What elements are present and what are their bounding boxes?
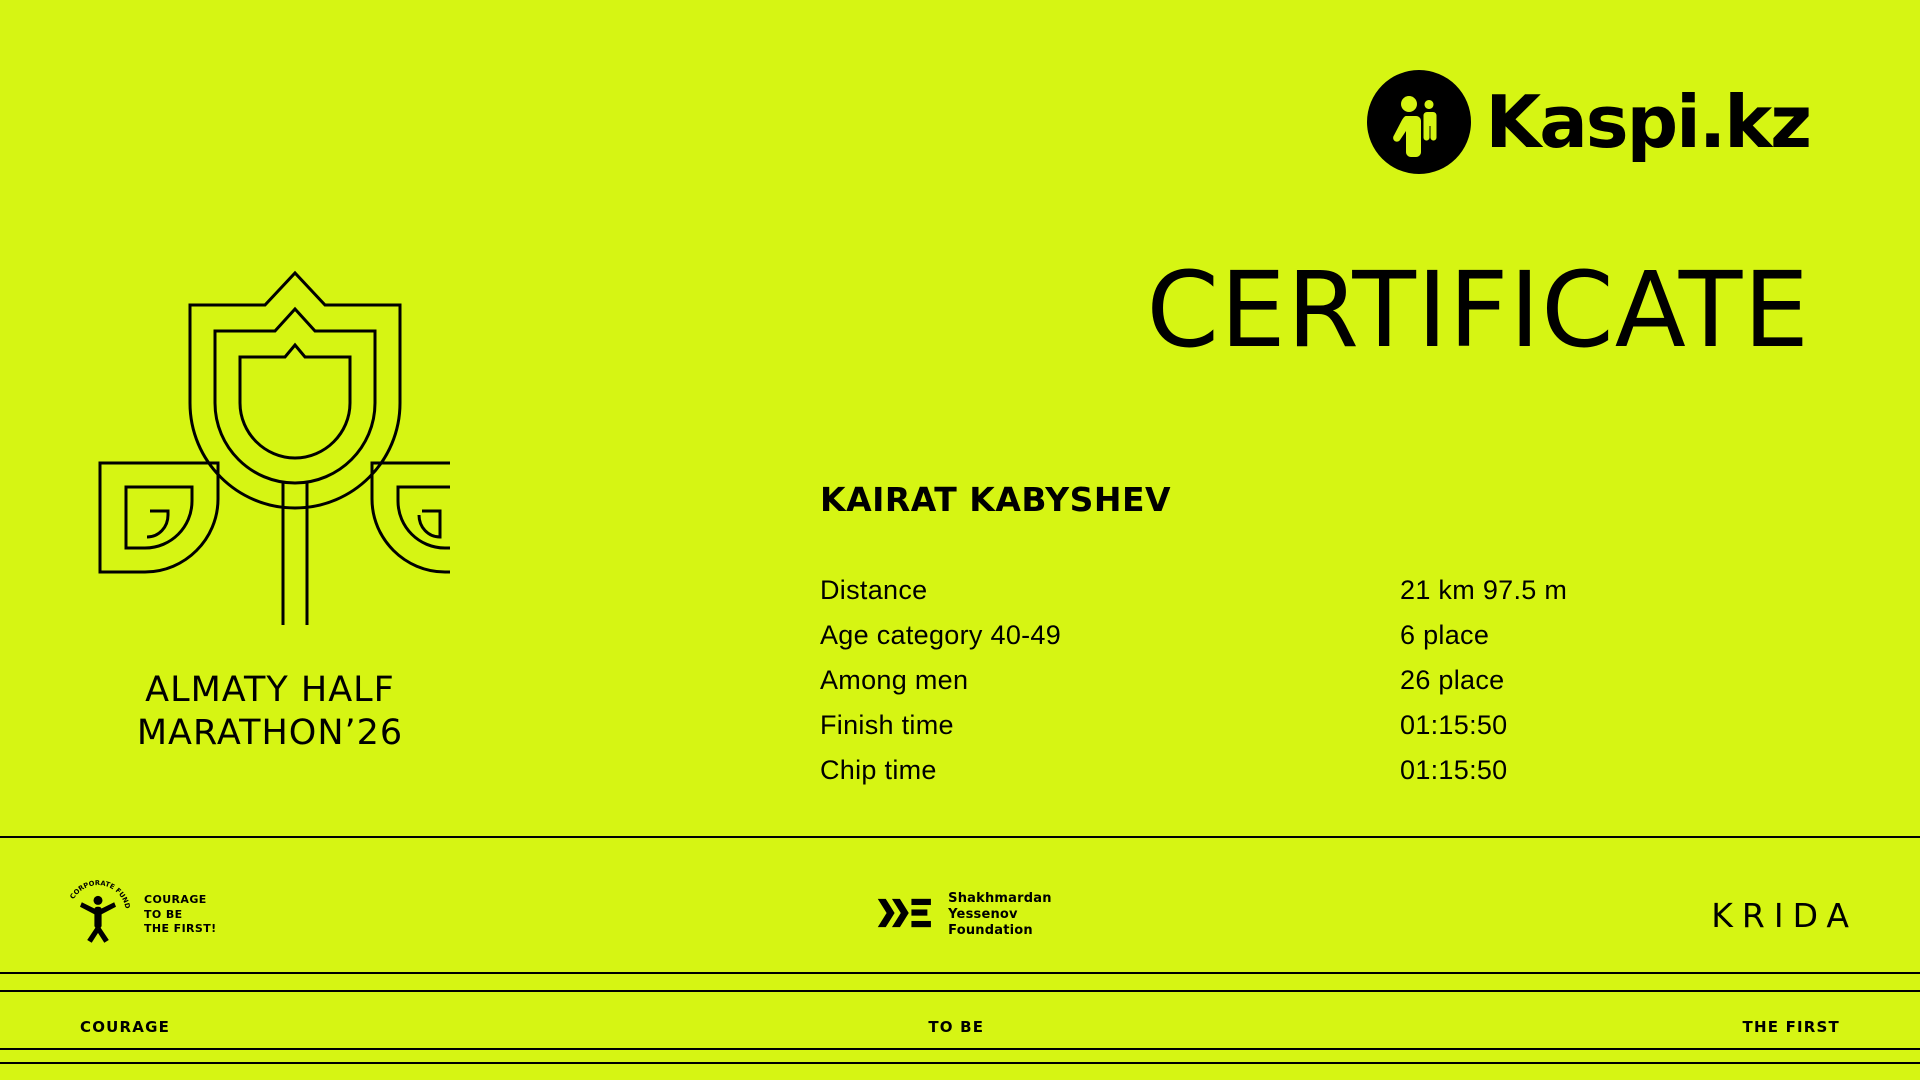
partner-corporate-fund bbox=[62, 877, 217, 954]
result-label: Distance bbox=[820, 575, 928, 605]
kaspi-brand bbox=[1367, 70, 1810, 174]
slogan-center: TO BE bbox=[928, 1018, 985, 1036]
partner-logos bbox=[0, 860, 1920, 970]
result-value: 26 place bbox=[1400, 665, 1505, 695]
slogan-strip bbox=[0, 1018, 1920, 1036]
event-name-line-1: ALMATY HALF bbox=[145, 670, 395, 710]
divider-bottom bbox=[0, 1062, 1920, 1064]
results-list bbox=[820, 575, 1830, 800]
corporate-fund-line-2: TO BE bbox=[144, 907, 183, 921]
divider-top bbox=[0, 836, 1920, 838]
divider-slogan-top bbox=[0, 990, 1920, 992]
result-value: 01:15:50 bbox=[1400, 710, 1508, 740]
result-label: Finish time bbox=[820, 710, 954, 740]
divider-slogan-bottom bbox=[0, 1048, 1920, 1050]
result-row bbox=[820, 665, 1830, 696]
corporate-fund-line-1: COURAGE bbox=[144, 892, 207, 906]
kaspi-logo-icon bbox=[1367, 70, 1471, 174]
kaspi-brand-name: Kaspi.kz bbox=[1485, 80, 1810, 164]
athlete-name: KAIRAT KABYSHEV bbox=[820, 480, 1172, 519]
result-label: Among men bbox=[820, 665, 969, 695]
result-value: 6 place bbox=[1400, 620, 1490, 650]
svg-text:CORPORATE FUND bbox=[68, 879, 131, 910]
result-value: 01:15:50 bbox=[1400, 755, 1508, 785]
result-row bbox=[820, 710, 1830, 741]
partner-yessenov-foundation bbox=[876, 891, 1052, 940]
divider-partners-bottom bbox=[0, 972, 1920, 974]
yessenov-foundation-icon bbox=[876, 893, 938, 938]
result-row bbox=[820, 575, 1830, 606]
slogan-right: THE FIRST bbox=[1742, 1018, 1840, 1036]
page-title: CERTIFICATE bbox=[1146, 249, 1810, 371]
foundation-line-2: Yessenov bbox=[948, 906, 1018, 922]
result-label: Chip time bbox=[820, 755, 937, 785]
result-value: 21 km 97.5 m bbox=[1400, 575, 1568, 605]
foundation-line-3: Foundation bbox=[948, 923, 1033, 939]
event-emblem bbox=[60, 235, 480, 754]
result-row bbox=[820, 620, 1830, 651]
tulip-emblem-icon bbox=[60, 235, 480, 635]
yessenov-foundation-text bbox=[948, 891, 1052, 940]
corporate-fund-text bbox=[144, 893, 217, 938]
event-name bbox=[60, 669, 480, 754]
event-name-line-2: MARATHON’26 bbox=[136, 712, 404, 753]
foundation-line-1: Shakhmardan bbox=[948, 890, 1052, 906]
partner-krida bbox=[1711, 896, 1858, 935]
corporate-fund-icon bbox=[62, 877, 134, 954]
result-label: Age category 40-49 bbox=[820, 620, 1062, 650]
corporate-fund-line-3: THE FIRST! bbox=[144, 922, 217, 936]
slogan-left: COURAGE bbox=[80, 1018, 171, 1036]
result-row bbox=[820, 755, 1830, 786]
krida-logo-icon: KRIDA bbox=[1711, 895, 1858, 935]
corporate-fund-ring-text: CORPORATE FUND bbox=[68, 878, 132, 909]
